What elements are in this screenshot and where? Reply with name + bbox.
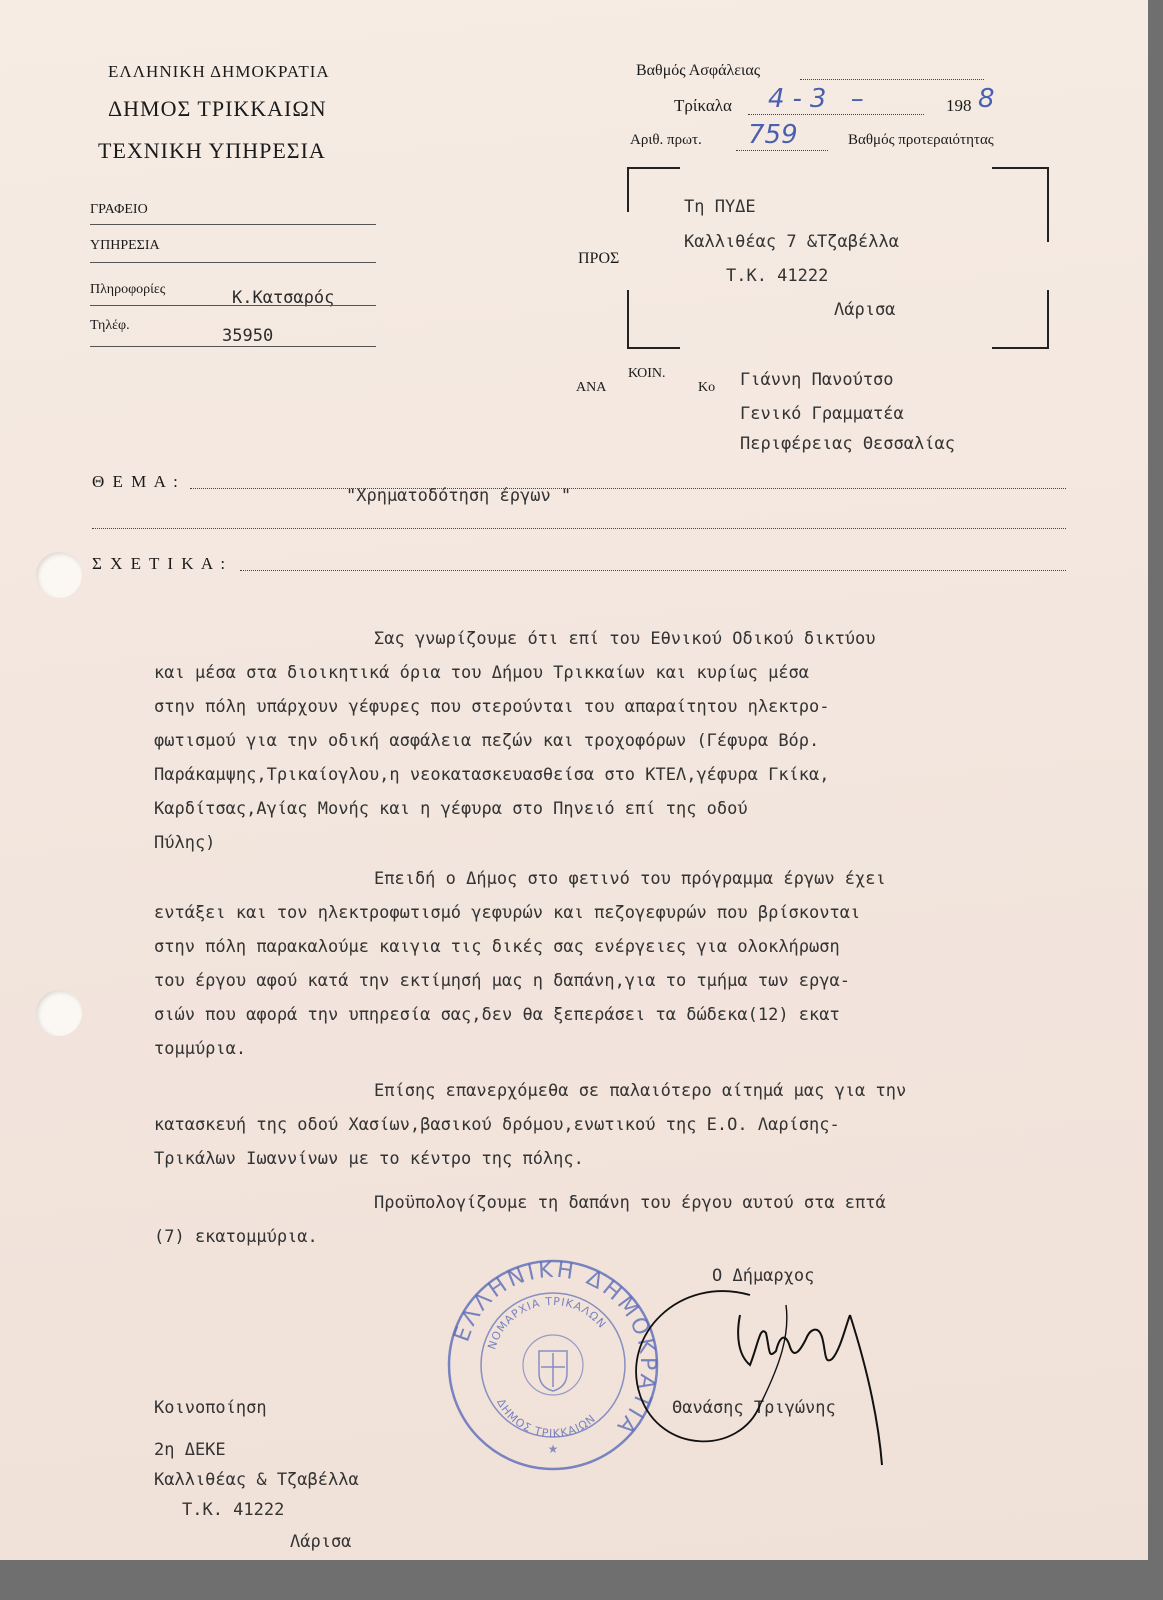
- security-label: Βαθμός Ασφάλειας: [636, 62, 761, 79]
- mayor-name: Θανάσης Τριγώνης: [672, 1398, 836, 1418]
- recipient-line-3: Τ.Κ. 41222: [726, 266, 829, 286]
- priority-label: Βαθμός προτεραιότητας: [848, 132, 994, 148]
- body-line: Καρδίτσας,Αγίας Μονής και η γέφυρα στο Πηνειό επί της οδού: [154, 799, 748, 819]
- body-line: (7) εκατομμύρια.: [154, 1227, 318, 1247]
- punch-hole: [36, 990, 82, 1036]
- subject-dots-2: [92, 528, 1066, 529]
- punch-hole: [36, 552, 82, 598]
- seal-inner-text: ΝΟΜΑΡΧΙΑ ΤΡΙΚΑΛΩΝ: [485, 1294, 609, 1352]
- koin-label: ΚΟΙΝ.: [628, 366, 666, 381]
- recipient-line-4: Λάρισα: [834, 300, 896, 320]
- republic-heading: ΕΛΛΗΝΙΚΗ ΔΗΜΟΚΡΑΤΙΑ: [108, 62, 330, 81]
- notification-line-2: Καλλιθέας & Τζαβέλλα: [154, 1470, 359, 1490]
- body-line: τομμύρια.: [154, 1039, 247, 1059]
- ana-label: ΑΝΑ: [576, 380, 607, 395]
- subject-label: Θ Ε Μ Α :: [92, 472, 180, 491]
- copy-line-3: Περιφέρειας Θεσσαλίας: [740, 434, 955, 454]
- info-line: [90, 305, 376, 306]
- body-line: του έργου αφού κατά την εκτίμησή μας η δαπάνη,για το τμήμα των εργα-: [154, 971, 850, 991]
- body-line: στην πόλη παρακαλούμε καιγια τις δικές σας ενέργειες για ολοκλήρωση: [154, 937, 840, 957]
- body-line: Τρικάλων Ιωαννίνων με το κέντρο της πόλης.: [154, 1149, 584, 1169]
- phone-value: 35950: [222, 326, 274, 346]
- seal-bottom-text: ΔΗΜΟΣ ΤΡΙΚΚΑΙΩΝ: [494, 1396, 599, 1441]
- notification-line-4: Λάρισα: [290, 1532, 352, 1552]
- phone-line: [90, 346, 376, 347]
- body-line: εντάξει και τον ηλεκτροφωτισμό γεφυρών και πεζογεφυρών που βρίσκονται: [154, 903, 861, 923]
- notification-line-1: 2η ΔΕΚΕ: [154, 1440, 226, 1460]
- year-suffix-handwritten: 8: [978, 84, 995, 114]
- city-label: Τρίκαλα: [674, 96, 732, 115]
- service-heading: ΤΕΧΝΙΚΗ ΥΠΗΡΕΣΙΑ: [98, 138, 326, 163]
- office-label: ΓΡΑΦΕΙΟ: [90, 202, 148, 217]
- mayor-title: Ο Δήμαρχος: [712, 1266, 815, 1286]
- notification-line-3: Τ.Κ. 41222: [182, 1500, 285, 1520]
- copy-line-1: Γιάννη Πανούτσο: [740, 370, 894, 390]
- department-line: [90, 262, 376, 263]
- seal-outer-text: ΕΛΛΗΝΙΚΗ ΔΗΜΟΚΡΑΤΙΑ: [449, 1257, 661, 1441]
- office-line: [90, 224, 376, 225]
- protocol-number-handwritten: 759: [748, 120, 798, 150]
- department-label: ΥΠΗΡΕΣΙΑ: [90, 238, 160, 253]
- copy-line-2: Γενικό Γραμματέα: [740, 404, 904, 424]
- recipient-line-2: Καλλιθέας 7 &Τζαβέλλα: [684, 232, 899, 252]
- related-dots: [240, 570, 1066, 571]
- ko-label: Κο: [698, 380, 716, 395]
- subject-value: "Χρηματοδότηση έργων ": [346, 486, 572, 506]
- recipient-line-1: Τη ΠΥΔΕ: [684, 197, 756, 217]
- phone-label: Τηλέφ.: [90, 318, 130, 333]
- municipality-heading: ΔΗΜΟΣ ΤΡΙΚΚΑΙΩΝ: [108, 96, 327, 121]
- body-line: Επειδή ο Δήμος στο φετινό του πρόγραμμα έργων έχει: [374, 869, 886, 889]
- mayor-signature: [610, 1255, 910, 1495]
- body-line: σιών που αφορά την υπηρεσία σας,δεν θα ξεπεράσει τα δώδεκα(12) εκατ: [154, 1005, 840, 1025]
- body-line: Προϋπολογίζουμε τη δαπάνη του έργου αυτού στα επτά: [374, 1193, 886, 1213]
- date-handwritten: 4-3 –: [768, 84, 872, 114]
- body-line: Επίσης επανερχόμεθα σε παλαιότερο αίτημά μας για την: [374, 1081, 907, 1101]
- protocol-dots: [736, 150, 828, 151]
- body-line: στην πόλη υπάρχουν γέφυρες που στερούνται του απαραίτητου ηλεκτρο-: [154, 697, 830, 717]
- subject-dots-1: [190, 488, 1066, 489]
- to-label: ΠΡΟΣ: [578, 250, 620, 267]
- body-line: Σας γνωρίζουμε ότι επί του Εθνικού Οδικού δικτύου: [374, 629, 876, 649]
- svg-text:★: ★: [547, 1442, 559, 1456]
- body-line: κατασκευή της οδού Χασίων,βασικού δρόμου,ενωτικού της Ε.Ο. Λαρίσης-: [154, 1115, 840, 1135]
- body-paragraph-2: [154, 862, 886, 1066]
- body-line: και μέσα στα διοικητικά όρια του Δήμου Τρικκαίων και κυρίως μέσα: [154, 663, 810, 683]
- body-line: Πύλης): [154, 833, 216, 853]
- protocol-label: Αριθ. πρωτ.: [630, 132, 702, 148]
- date-dots: [748, 114, 924, 115]
- body-line: Παράκαμψης,Τρικαίογλου,η νεοκατασκευασθείσα στο ΚΤΕΛ,γέφυρα Γκίκα,: [154, 765, 830, 785]
- security-dots: [800, 79, 984, 80]
- info-label: Πληροφορίες: [90, 282, 166, 297]
- info-value: Κ.Κατσαρός: [232, 288, 335, 308]
- recipient-frame: [620, 162, 1068, 362]
- body-paragraph-1: [154, 622, 876, 860]
- related-label: Σ Χ Ε Τ Ι Κ Α :: [92, 554, 228, 573]
- body-paragraph-4: [154, 1186, 886, 1254]
- body-line: φωτισμού για την οδική ασφάλεια πεζών και τροχοφόρων (Γέφυρα Βόρ.: [154, 731, 820, 751]
- body-paragraph-3: [154, 1074, 906, 1176]
- svg-text:ΔΗΜΟΣ ΤΡΙΚΚΑΙΩΝ: [494, 1397, 598, 1441]
- notification-label: Κοινοποίηση: [154, 1398, 267, 1418]
- year-prefix: 198: [946, 96, 972, 115]
